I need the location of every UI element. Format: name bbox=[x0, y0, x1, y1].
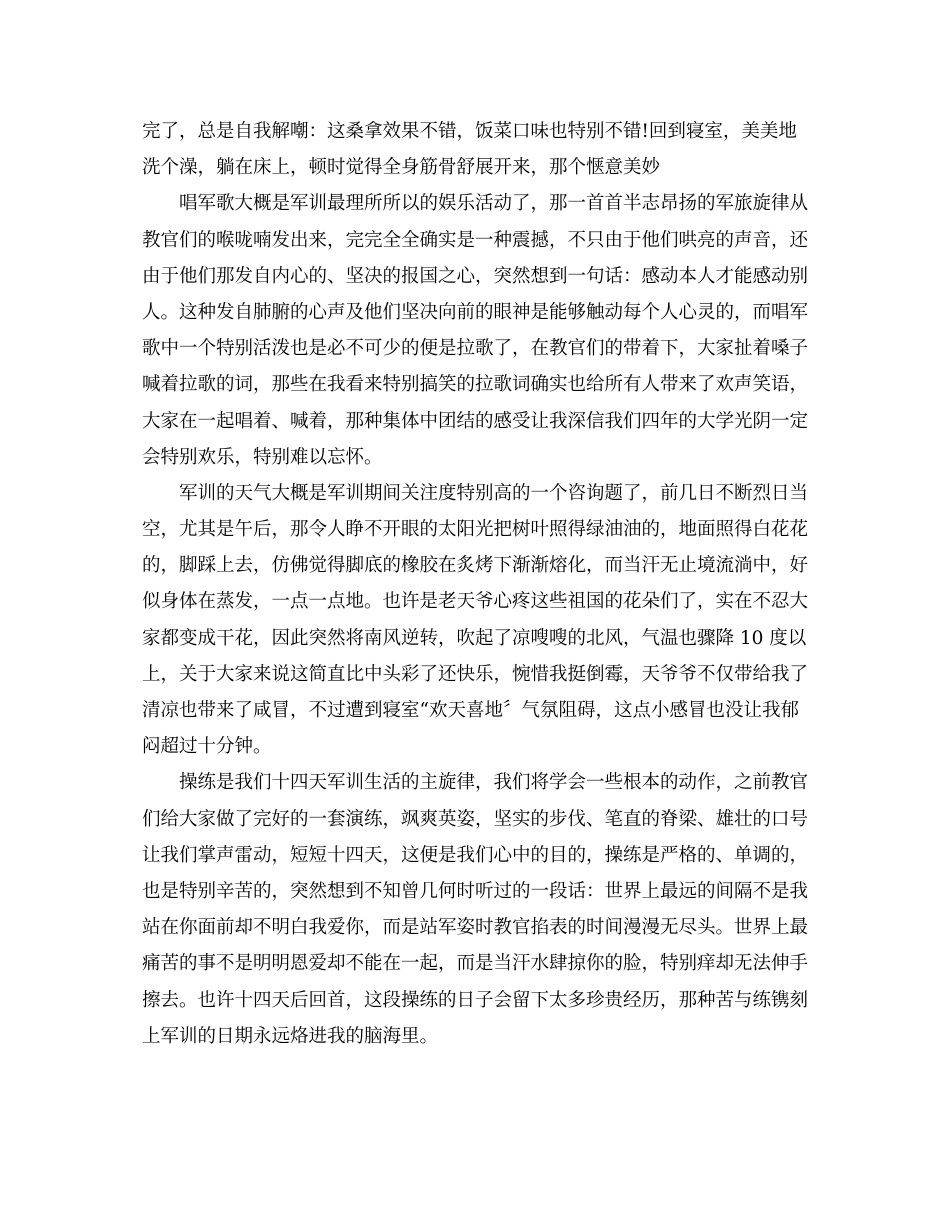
text-line: 清凉也带来了咸冒，不过遭到寝室“欢天喜地〞气氛阻碍，这点小感冒也没让我郁 bbox=[142, 700, 799, 721]
text-line: 闷超过十分钟。 bbox=[142, 736, 272, 758]
text-line: 站在你面前却不明白我爱你，而是站军姿时教官掐表的时间漫漫无尽头。世界上最 bbox=[142, 917, 809, 939]
text-line: 洗个澡，躺在床上，顿时觉得全身筋骨舒展开来，那个惬意美妙 bbox=[142, 157, 661, 179]
text-line: 的，脚踩上去，仿佛觉得脚底的橡胶在炙烤下渐渐熔化，而当汗无止境流淌中，好 bbox=[142, 555, 809, 577]
text-line: 会特别欢乐，特别难以忘怀。 bbox=[142, 446, 383, 468]
text-line: 痛苦的事不是明明恩爱却不能在一起，而是当汗水肆掠你的脸，特别痒却无法伸手 bbox=[142, 953, 809, 975]
text-line: 上军训的日期永远烙进我的脑海里。 bbox=[142, 1025, 439, 1047]
text-line: 喊着拉歌的词，那些在我看来特别搞笑的拉歌词确实也给所有人带来了欢声笑语， bbox=[142, 374, 809, 396]
text-line: 上，关于大家来说这简直比中头彩了还快乐，惋惜我挺倒霉，天爷爷不仅带给我了 bbox=[142, 663, 809, 685]
text-line: 空，尤其是午后，那令人睁不开眼的太阳光把树叶照得绿油油的，地面照得白花花 bbox=[142, 519, 809, 541]
paragraph-first-line: 操练是我们十四天军训生活的主旋律，我们将学会一些根本的动作，之前教官 bbox=[179, 772, 809, 794]
text-line: 似身体在蒸发，一点一点地。也许是老天爷心疼这些祖国的花朵们了，实在不忍大 bbox=[142, 591, 809, 613]
text-line: 完了，总是自我解嘲：这桑拿效果不错，饭菜口味也特别不错!回到寝室，美美地 bbox=[142, 121, 797, 142]
text-line: 家都变成干花，因此突然将南风逆转，吹起了凉嗖嗖的北风，气温也骤降 10 度以 bbox=[142, 627, 807, 649]
body-text bbox=[142, 114, 812, 1055]
paragraph-first-line: 军训的天气大概是军训期间关注度特别高的一个咨询题了，前几日不断烈日当 bbox=[179, 482, 809, 504]
text-line: 们给大家做了完好的一套演练，飒爽英姿，坚实的步伐、笔直的脊梁、雄壮的口号 bbox=[142, 808, 809, 830]
paragraph-first-line: 唱军歌大概是军训最理所所以的娱乐活动了，那一首首半志昂扬的军旅旋律从 bbox=[179, 193, 809, 215]
text-line: 人。这种发自肺腑的心声及他们坚决向前的眼神是能够触动每个人心灵的，而唱军 bbox=[142, 301, 809, 323]
text-line: 让我们掌声雷动，短短十四天，这便是我们心中的目的，操练是严格的、单调的， bbox=[142, 844, 809, 866]
text-line: 擦去。也许十四天后回首，这段操练的日子会留下太多珍贵经历，那种苦与练镌刻 bbox=[142, 989, 809, 1011]
text-line: 也是特别辛苦的，突然想到不知曾几何时听过的一段话：世界上最远的间隔不是我 bbox=[142, 880, 809, 902]
text-line: 大家在一起唱着、喊着，那种集体中团结的感受让我深信我们四年的大学光阴一定 bbox=[142, 410, 809, 432]
text-line: 由于他们那发自内心的、坚决的报国之心，突然想到一句话：感动本人才能感动别 bbox=[142, 265, 809, 287]
text-line: 歌中一个特别活泼也是必不可少的便是拉歌了，在教官们的带着下，大家扯着嗓子 bbox=[142, 338, 809, 360]
text-line: 教官们的喉咙喃发出来，完完全全确实是一种震撼，不只由于他们哄亮的声音，还 bbox=[142, 229, 809, 251]
